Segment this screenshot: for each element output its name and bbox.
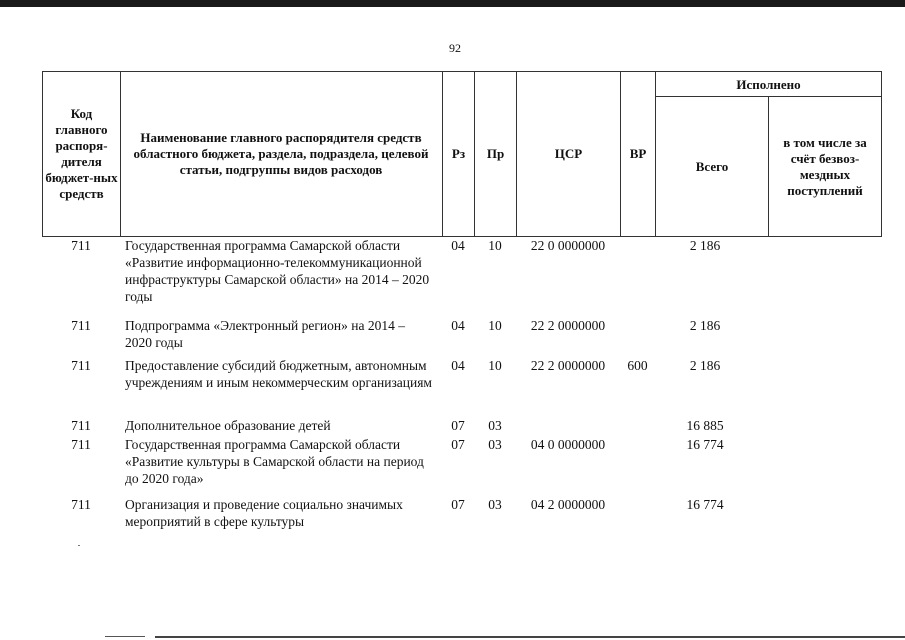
- header-rz: Рз: [451, 146, 466, 161]
- row-rz: 04: [451, 358, 465, 373]
- row-csr: 04 0 0000000: [530, 437, 606, 452]
- header-executed: Исполнено: [736, 76, 801, 92]
- footer-rule-short: [105, 636, 145, 637]
- row-total: 2 186: [689, 318, 721, 333]
- row-pr: 10: [488, 318, 502, 333]
- footer-rule: [155, 636, 905, 638]
- page-number: 92: [449, 41, 461, 55]
- header-total: Всего: [695, 158, 729, 174]
- header-vr: ВР: [629, 146, 647, 161]
- header-gratuitous: в том числе за счёт безвоз-мездных поступлений: [783, 134, 867, 198]
- scan-speck: [78, 545, 80, 546]
- header-name: Наименование главного распорядителя средств областного бюджета, раздела, подраздела, целевой статьи, подгруппы видов расходов: [133, 130, 429, 177]
- row-name: Государственная программа Самарской области «Развитие информационно-телекоммуникационной инфраструктуры Самарской области» на 2014 – 2020 годы: [125, 238, 430, 304]
- row-code: 711: [71, 238, 91, 253]
- row-rz: 07: [451, 437, 465, 452]
- row-pr: 03: [488, 437, 502, 452]
- row-rz: 04: [451, 318, 465, 333]
- row-name: Государственная программа Самарской области «Развитие культуры в Самарской области на период до 2020 года»: [125, 437, 424, 486]
- row-name: Подпрограмма «Электронный регион» на 2014 – 2020 годы: [125, 318, 405, 350]
- row-code: 711: [71, 358, 91, 373]
- row-name: Предоставление субсидий бюджетным, автономным учреждениям и иным некоммерческим организациям: [125, 358, 432, 390]
- row-rz: 04: [451, 238, 465, 253]
- row-csr: 22 2 0000000: [530, 318, 606, 333]
- row-name: Организация и проведение социально значимых мероприятий в сфере культуры: [125, 497, 403, 529]
- row-rz: 07: [451, 497, 465, 512]
- row-csr: 04 2 0000000: [530, 497, 606, 512]
- row-code: 711: [71, 497, 91, 512]
- header-csr: ЦСР: [554, 146, 583, 161]
- row-csr: 22 0 0000000: [530, 238, 606, 253]
- row-code: 711: [71, 418, 91, 433]
- row-pr: 03: [488, 497, 502, 512]
- row-pr: 10: [488, 238, 502, 253]
- row-name: Дополнительное образование детей: [125, 418, 331, 433]
- row-code: 711: [71, 437, 91, 452]
- row-total: 16 774: [686, 437, 724, 452]
- row-total: 16 885: [686, 418, 724, 433]
- scan-top-border: [0, 0, 905, 7]
- header-code: Код главного распоря-дителя бюджет-ных средств: [45, 106, 118, 201]
- row-rz: 07: [451, 418, 465, 433]
- row-pr: 10: [488, 358, 502, 373]
- row-total: 2 186: [689, 238, 721, 253]
- row-vr: 600: [627, 358, 648, 373]
- row-csr: 22 2 0000000: [530, 358, 606, 373]
- row-total: 2 186: [689, 358, 721, 373]
- header-pr: Пр: [486, 146, 505, 161]
- row-pr: 03: [488, 418, 502, 433]
- row-total: 16 774: [686, 497, 724, 512]
- row-code: 711: [71, 318, 91, 333]
